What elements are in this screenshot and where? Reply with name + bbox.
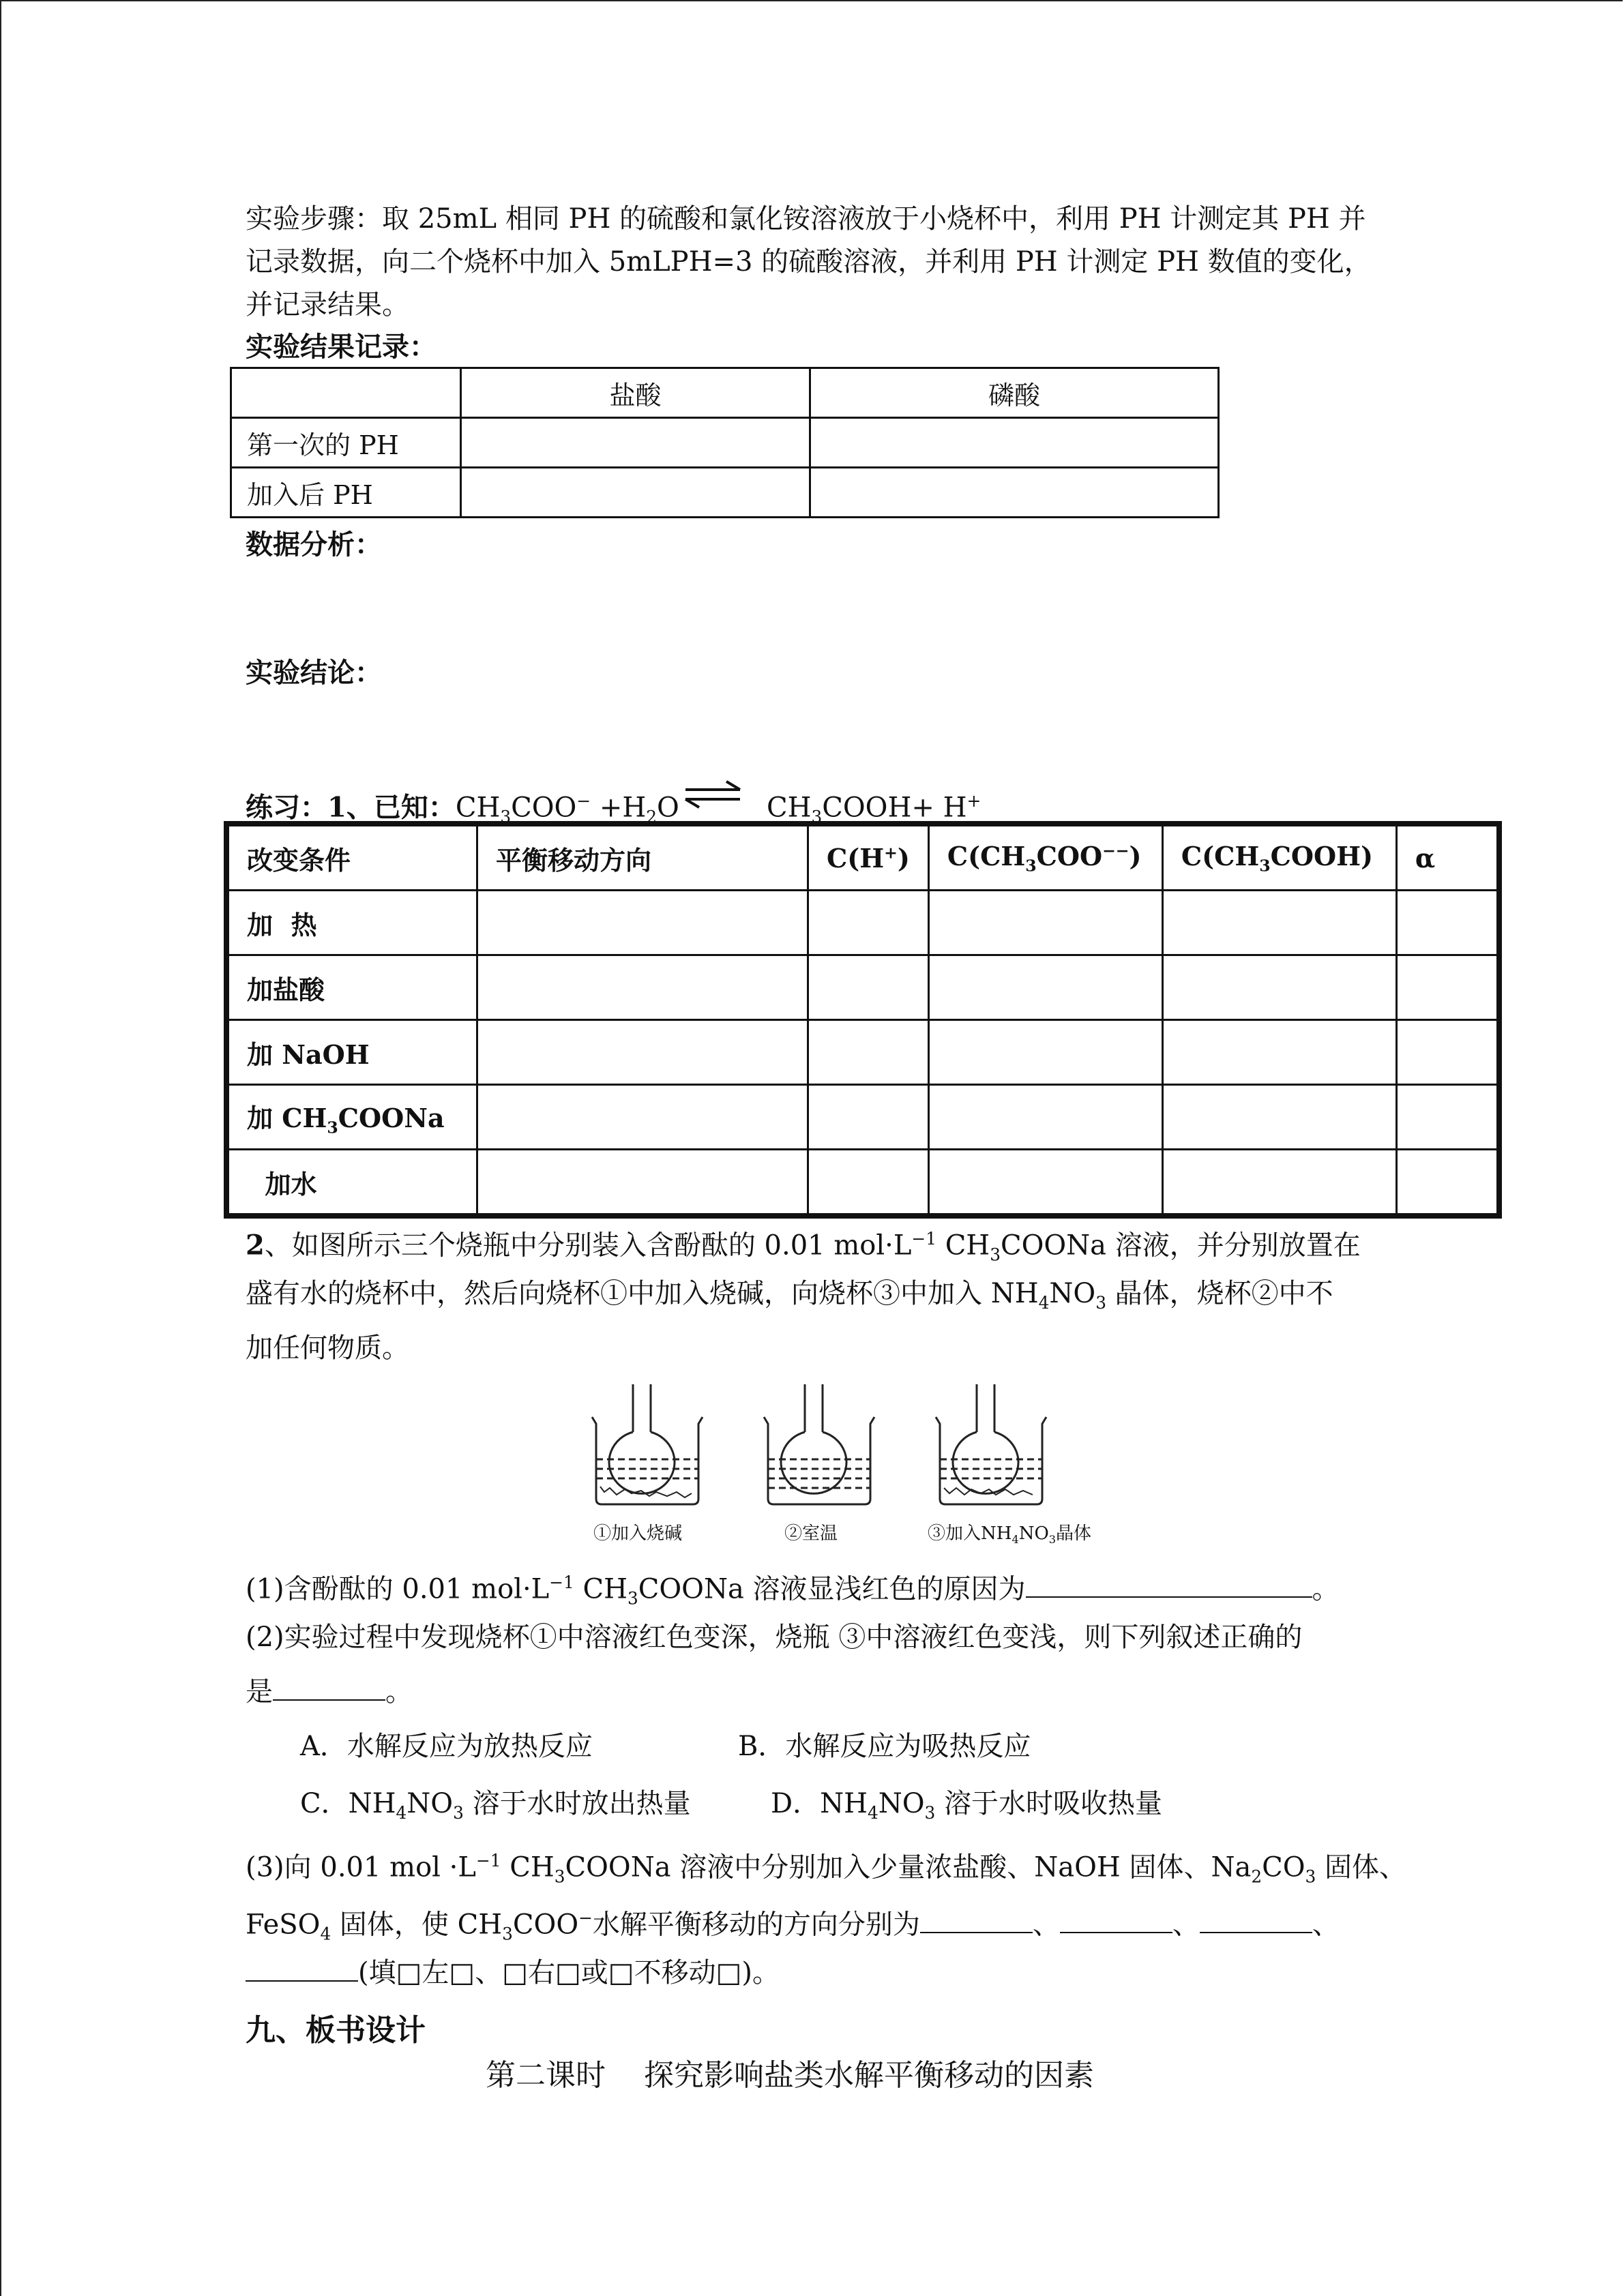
table-cell[interactable] (1396, 1020, 1499, 1085)
row-label: 加入后 PH (231, 468, 461, 518)
table-cell[interactable] (1162, 955, 1396, 1020)
steps-line2: 记录数据，向二个烧杯中加入 5mLPH=3 的硫酸溶液，并利用 PH 计测定 PH 数值的变化， (246, 246, 1372, 278)
table-cell[interactable] (461, 468, 810, 518)
q2-3-line2: FeSO$_4$ 固体，使 $CH_3COO^-$水解平衡移动的方向分别为 、 、 、 (246, 1908, 1340, 1944)
answer-blank[interactable] (1026, 1573, 1312, 1598)
caption-1: ①加入烧碱 (593, 1523, 683, 1544)
answer-blank[interactable] (1060, 1909, 1172, 1933)
table-row (226, 1020, 1499, 1085)
table-row (226, 1085, 1499, 1150)
beakers-illustration (587, 1384, 1105, 1521)
option-b[interactable]: B．水解反应为吸热反应 (738, 1731, 1031, 1762)
table-cell[interactable] (1162, 1150, 1396, 1217)
table-cell[interactable] (808, 1150, 929, 1217)
table-cell[interactable] (928, 955, 1162, 1020)
beaker-2-icon (764, 1384, 874, 1504)
table-header-row (231, 368, 1219, 418)
analysis-heading: 数据分析： (246, 528, 382, 561)
table-cell[interactable] (808, 955, 929, 1020)
section9-heading: 九、板书设计 (246, 2013, 426, 2048)
table-cell[interactable] (477, 1020, 808, 1085)
table-cell[interactable] (928, 891, 1162, 955)
answer-blank[interactable] (246, 1957, 358, 1982)
table-cell[interactable] (1396, 955, 1499, 1020)
row-label: 加水 (226, 1150, 477, 1217)
table-cell[interactable] (1396, 1085, 1499, 1150)
table-header-cell: 盐酸 (461, 368, 810, 418)
steps-line1: 实验步骤：取 25mL 相同 PH 的硫酸和氯化铵溶液放于小烧杯中，利用 PH 计测定其 PH 并 (246, 203, 1366, 235)
board-subtitle: 第二课时 探究影响盐类水解平衡移动的因素 (486, 2058, 1094, 2093)
option-d[interactable]: D．$NH_4NO_3$ 溶于水时吸收热量 (771, 1788, 1163, 1823)
table-cell[interactable] (1396, 1150, 1499, 1217)
header-alpha: α (1396, 824, 1499, 891)
q2-2-line1: (2)实验过程中发现烧杯①中溶液红色变深，烧瓶 ③中溶液红色变浅，则下列叙述正确的 (246, 1622, 1303, 1653)
header-direction: 平衡移动方向 (477, 824, 808, 891)
answer-blank[interactable] (920, 1909, 1033, 1933)
q2-line3: 加任何物质。 (246, 1332, 409, 1364)
exercise1-line: 练习：1、已知：$CH_3COO^- +H_2O$ (246, 791, 679, 827)
caption-3: ③加入$NH_4NO_3$晶体 (928, 1523, 1092, 1547)
equilibrium-table (224, 821, 1502, 1219)
steps-line3: 并记录结果。 (246, 289, 409, 320)
header-acetate: $C(CH_3COO^{--})$ (928, 824, 1162, 891)
option-a[interactable]: A．水解反应为放热反应 (300, 1731, 593, 1762)
option-c[interactable]: C．$NH_4NO_3$ 溶于水时放出热量 (300, 1788, 691, 1823)
beaker-1-icon (592, 1384, 703, 1504)
table-cell[interactable] (1162, 1020, 1396, 1085)
table-cell[interactable] (928, 1085, 1162, 1150)
table-cell[interactable] (810, 468, 1219, 518)
equilibrium-arrow-icon (682, 777, 743, 811)
table-cell[interactable] (928, 1150, 1162, 1217)
row-label: 加 $CH_3COONa$ (226, 1085, 477, 1150)
table-cell[interactable] (808, 1020, 929, 1085)
table-row (226, 955, 1499, 1020)
q2-2-line2: 是 。 (246, 1676, 413, 1708)
table-cell[interactable] (1162, 1085, 1396, 1150)
caption-2: ②室温 (784, 1523, 838, 1544)
table-header-cell: 磷酸 (810, 368, 1219, 418)
table-row (231, 468, 1219, 518)
header-condition: 改变条件 (226, 824, 477, 891)
table-cell[interactable] (1162, 891, 1396, 955)
table-row (226, 891, 1499, 955)
q2-line2: 盛有水的烧杯中，然后向烧杯①中加入烧碱，向烧杯③中加入 $NH_4NO_3$ 晶体，烧杯②中不 (246, 1278, 1333, 1313)
table-row (226, 1150, 1499, 1217)
row-label: 第一次的 PH (231, 418, 461, 468)
answer-blank[interactable] (273, 1676, 385, 1701)
table-row (231, 418, 1219, 468)
table-header-row (226, 824, 1499, 891)
results-table (230, 367, 1220, 518)
table-cell[interactable] (477, 891, 808, 955)
equation-right: $CH_3COOH+ H^+$ (767, 791, 981, 827)
beaker-3-icon (936, 1384, 1046, 1504)
table-cell[interactable] (461, 418, 810, 468)
table-cell[interactable] (808, 1085, 929, 1150)
header-ch-plus: C(H+) (808, 824, 929, 891)
row-label: 加 热 (226, 891, 477, 955)
table-cell[interactable] (810, 418, 1219, 468)
answer-blank[interactable] (1200, 1909, 1312, 1933)
q2-3-line3: (填□左□、□右□或□不移动□)。 (246, 1952, 780, 1994)
table-cell[interactable] (477, 1085, 808, 1150)
table-cell[interactable] (477, 955, 808, 1020)
q2-1-line: (1)含酚酞的 0.01 $mol\cdot L^{-1}$ $CH_3COONa$ 溶液显浅红色的原因为 。 (246, 1572, 1340, 1609)
row-label: 加 NaOH (226, 1020, 477, 1085)
q2-3-line1: (3)向 0.01 mol $\cdot L^{-1}$ $CH_3COONa$ 溶液中分别加入少量浓盐酸、NaOH 固体、$Na_2CO_3$ 固体、 (246, 1851, 1407, 1887)
q2-line1: 2、如图所示三个烧瓶中分别装入含酚酞的 0.01 $mol\cdot L^{-1}$ $CH_3COONa$ 溶液，并分别放置在 (246, 1229, 1361, 1265)
table-cell[interactable] (928, 1020, 1162, 1085)
beaker-figure (587, 1384, 1105, 1548)
table-cell[interactable] (808, 891, 929, 955)
table-header-cell (231, 368, 461, 418)
results-heading: 实验结果记录： (246, 331, 437, 363)
table-cell[interactable] (477, 1150, 808, 1217)
header-acetic-acid: $C(CH_3COOH)$ (1162, 824, 1396, 891)
row-label: 加盐酸 (226, 955, 477, 1020)
conclusion-heading: 实验结论： (246, 657, 382, 689)
table-cell[interactable] (1396, 891, 1499, 955)
